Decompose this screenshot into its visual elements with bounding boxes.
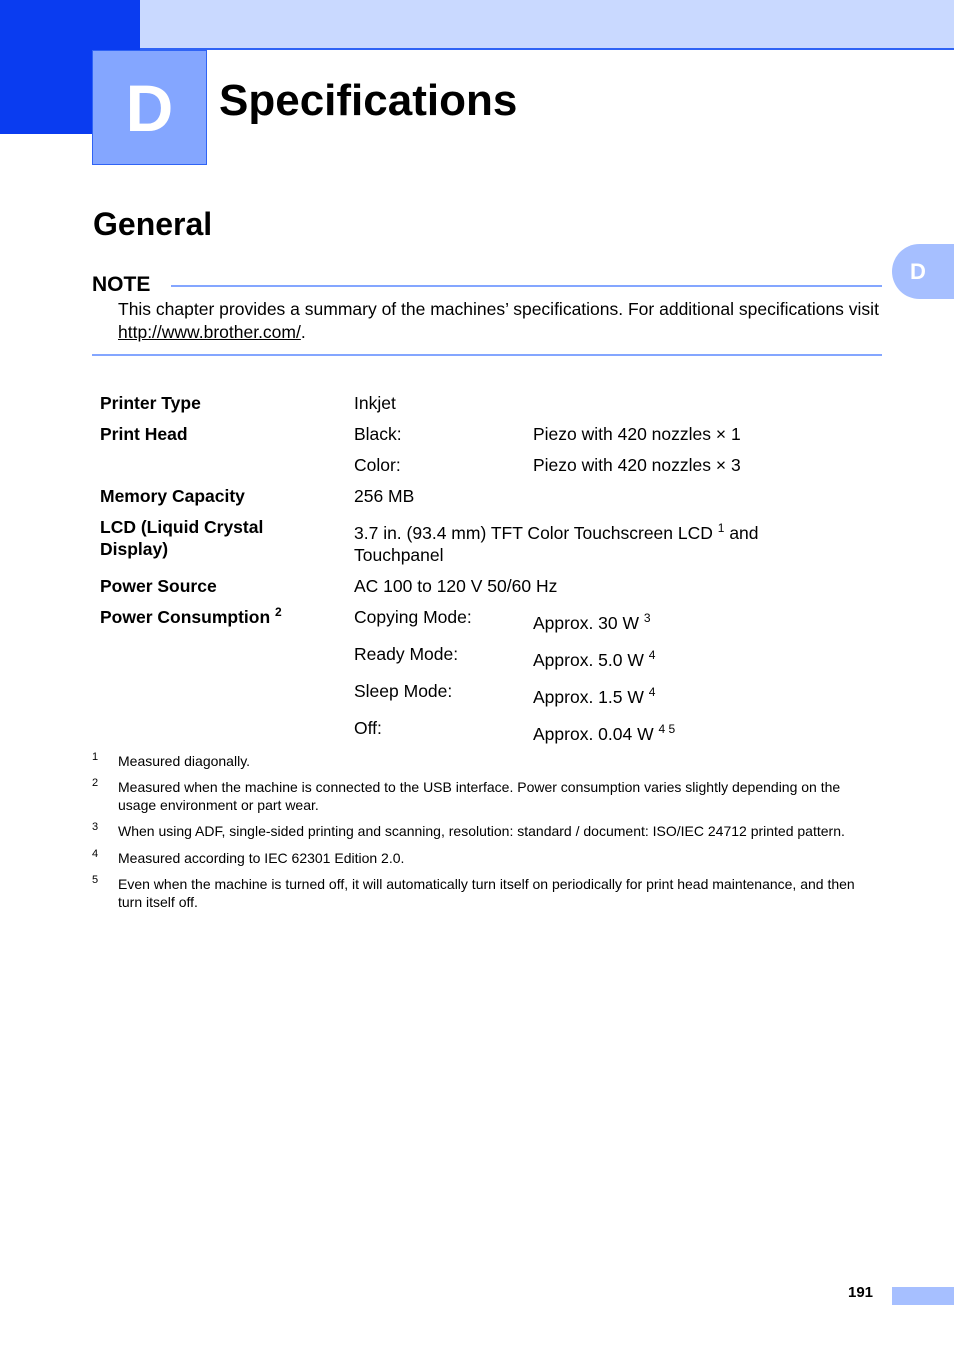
power-value: Approx. 5.0 W: [533, 650, 644, 670]
note-text-body: This chapter provides a summary of the machines’ specifications. For additional specifications visit: [118, 299, 879, 319]
spec-value: Inkjet: [354, 393, 396, 413]
header-rule: [140, 48, 954, 50]
footnote-ref[interactable]: 1: [717, 521, 725, 535]
footnote-2: [92, 778, 882, 814]
spec-mode: Off:: [354, 718, 382, 738]
power-value: Approx. 30 W: [533, 613, 640, 633]
power-value: Approx. 1.5 W: [533, 687, 644, 707]
footnote-1: [92, 752, 882, 770]
footnote-number: 2: [92, 777, 99, 789]
spec-value: Piezo with 420 nozzles × 3: [533, 455, 741, 475]
footnote-text: Measured diagonally.: [118, 753, 251, 769]
spec-value: Piezo with 420 nozzles × 1: [533, 424, 741, 444]
spec-row-memory: [92, 481, 882, 512]
lcd-value-line2: Touchpanel: [354, 545, 444, 565]
footnote-3: [92, 822, 882, 840]
spec-value: [346, 512, 882, 571]
power-consumption-label: Power Consumption: [100, 607, 271, 627]
power-value: Approx. 0.04 W: [533, 724, 654, 744]
spec-value: [525, 713, 882, 750]
spec-label-empty: [92, 639, 346, 676]
spec-row-power-copying: [92, 602, 882, 639]
footnote-text: Measured according to IEC 62301 Edition 2.0.: [118, 850, 405, 866]
spec-mode: Ready Mode:: [354, 644, 459, 664]
footnote-ref[interactable]: 3: [643, 611, 651, 625]
lcd-label-line1: LCD (Liquid Crystal: [100, 517, 264, 537]
spec-row-print-head-black: [92, 419, 882, 450]
lcd-value-and: and: [724, 523, 759, 543]
spec-value: AC 100 to 120 V 50/60 Hz: [354, 576, 558, 596]
footnote-4: [92, 849, 882, 867]
footnote-5: [92, 875, 882, 911]
footnote-number: 5: [92, 874, 99, 886]
note-text: [118, 298, 888, 344]
spec-value: [525, 602, 882, 639]
lcd-value: 3.7 in. (93.4 mm) TFT Color Touchscreen LCD: [354, 523, 713, 543]
spec-label: Print Head: [100, 424, 188, 444]
footnote-ref[interactable]: 4: [648, 685, 656, 699]
footnote-number: 1: [92, 751, 99, 763]
spec-value: [525, 639, 882, 676]
spec-label: Printer Type: [100, 393, 201, 413]
spec-mode: Color:: [354, 455, 401, 475]
spec-label: Memory Capacity: [100, 486, 245, 506]
spec-row-printer-type: [92, 388, 882, 419]
footnote-number: 4: [92, 848, 99, 860]
spec-value: [525, 676, 882, 713]
side-chapter-tab[interactable]: D: [892, 244, 954, 299]
footnote-number: 3: [92, 821, 99, 833]
note-top-rule: [171, 285, 882, 287]
spec-mode: Black:: [354, 424, 402, 444]
footnote-text: Even when the machine is turned off, it will automatically turn itself on periodically for print head maintenance, and then turn itself off.: [118, 876, 855, 910]
footnote-ref[interactable]: 4 5: [658, 722, 676, 736]
spec-label-empty: [92, 676, 346, 713]
spec-label: Power Source: [100, 576, 217, 596]
page-number: 191: [848, 1284, 874, 1301]
spec-label-empty: [92, 713, 346, 750]
brother-website-link[interactable]: http://www.brother.com/: [118, 322, 301, 342]
spec-label-empty: [92, 450, 346, 481]
spec-row-power-off: [92, 713, 882, 750]
spec-label: [92, 512, 346, 571]
spec-row-print-head-color: [92, 450, 882, 481]
footnote-ref[interactable]: 4: [648, 648, 656, 662]
specifications-table: [92, 388, 882, 750]
spec-value: 256 MB: [354, 486, 415, 506]
note-bottom-rule: [92, 354, 882, 356]
spec-row-lcd: [92, 512, 882, 571]
chapter-letter-box: D: [92, 50, 207, 165]
spec-row-power-ready: [92, 639, 882, 676]
spec-label: [92, 602, 346, 639]
page-number-tab: [892, 1287, 954, 1305]
spec-mode: Sleep Mode:: [354, 681, 453, 701]
header-band: [0, 0, 954, 49]
spec-mode: Copying Mode:: [354, 607, 472, 627]
footnote-ref[interactable]: 2: [275, 605, 282, 619]
chapter-title: Specifications: [219, 76, 518, 125]
lcd-label-line2: Display): [100, 539, 169, 559]
note-heading: NOTE: [92, 273, 151, 296]
footnote-text: When using ADF, single-sided printing and scanning, resolution: standard / document: ISO/IEC 24712 printed pattern.: [118, 823, 845, 839]
footnote-text: Measured when the machine is connected to the USB interface. Power consumption varies slightly depending on the usage environment or part wear.: [118, 779, 841, 813]
section-title: General: [93, 206, 213, 242]
spec-row-power-source: [92, 571, 882, 602]
note-text-end: .: [300, 322, 306, 342]
spec-row-power-sleep: [92, 676, 882, 713]
